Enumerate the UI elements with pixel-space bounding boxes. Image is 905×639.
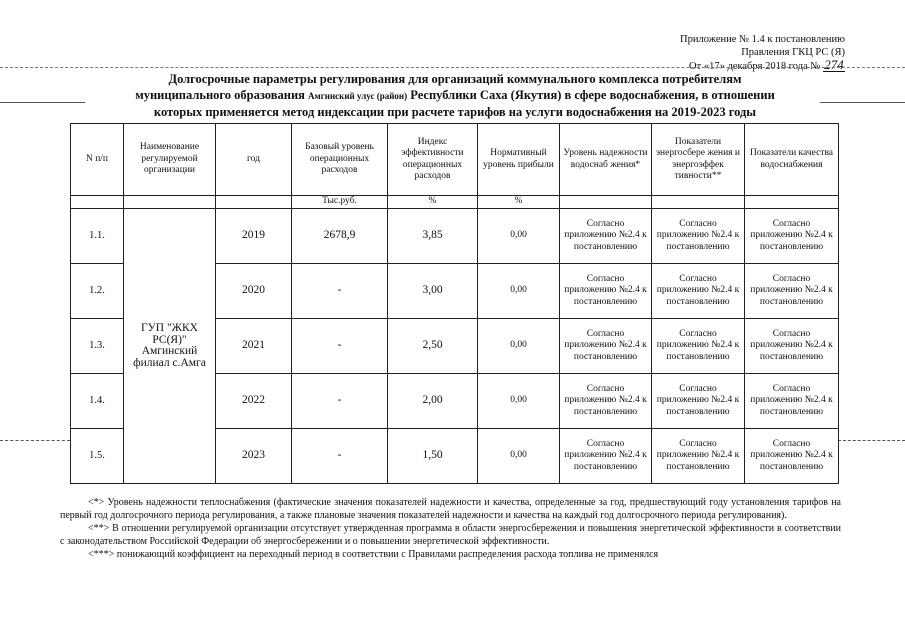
unit-empty xyxy=(560,196,652,209)
row-number: 1.3. xyxy=(71,319,124,374)
title-line-2-start: муниципального образования xyxy=(135,88,305,102)
row-profit-level: 0,00 xyxy=(478,319,560,374)
header-org: Наименование регулируемой организации xyxy=(124,124,216,196)
row-energy: Согласно приложению №2.4 к постановлению xyxy=(652,429,745,484)
row-number: 1.4. xyxy=(71,374,124,429)
approval-line-2: Правления ГКЦ РС (Я) xyxy=(741,47,845,58)
row-quality: Согласно приложению №2.4 к постановлению xyxy=(745,429,839,484)
row-year: 2023 xyxy=(216,429,292,484)
scan-line-top xyxy=(0,67,905,68)
row-year: 2022 xyxy=(216,374,292,429)
title-line-3: которых применяется метод индексации при расчете тарифов на услуги водоснабжения на 2019-2023 годы xyxy=(153,105,757,119)
row-profit-level: 0,00 xyxy=(478,429,560,484)
row-base-cost: - xyxy=(292,319,388,374)
scan-line-table-left xyxy=(0,440,70,441)
unit-empty xyxy=(124,196,216,209)
header-base: Базовый уровень операционных расходов xyxy=(292,124,388,196)
header-reliability: Уровень надежности водоснаб жения* xyxy=(560,124,652,196)
row-base-cost: - xyxy=(292,264,388,319)
table-units-row xyxy=(71,196,839,209)
approval-number: 274 xyxy=(824,57,844,72)
parameters-table xyxy=(70,123,839,484)
row-reliability: Согласно приложению №2.4 к постановлению xyxy=(560,374,652,429)
unit-empty xyxy=(745,196,839,209)
row-base-cost: - xyxy=(292,374,388,429)
unit-index: % xyxy=(388,196,478,209)
header-year: год xyxy=(216,124,292,196)
unit-empty xyxy=(216,196,292,209)
title-line-1: Долгосрочные параметры регулирования для организаций коммунального комплекса потребителям xyxy=(168,72,742,86)
row-efficiency-index: 2,50 xyxy=(388,319,478,374)
row-reliability: Согласно приложению №2.4 к постановлению xyxy=(560,209,652,264)
footnote-reliability: <*> Уровень надежности теплоснабжения (фактические значения показателей надежности и качества, определенные за год, предшествующий году установления тарифов на первый год долгосрочного периода регулирования, а также плановые значения показателей надежности и качества на каждый год долгосрочного периода регулирования). xyxy=(60,497,841,521)
row-profit-level: 0,00 xyxy=(478,264,560,319)
row-quality: Согласно приложению №2.4 к постановлению xyxy=(745,209,839,264)
header-profit: Нормативный уровень прибыли xyxy=(478,124,560,196)
header-quality: Показатели качества водоснабжения xyxy=(745,124,839,196)
row-efficiency-index: 3,85 xyxy=(388,209,478,264)
footnotes xyxy=(60,496,841,561)
row-quality: Согласно приложению №2.4 к постановлению xyxy=(745,264,839,319)
header-num: N п/п xyxy=(71,124,124,196)
scan-line-table-right xyxy=(838,440,905,441)
row-number: 1.2. xyxy=(71,264,124,319)
title-municipality: Амгинский улус (район) xyxy=(308,91,408,101)
row-profit-level: 0,00 xyxy=(478,374,560,429)
footnote-energy: <**> В отношении регулируемой организации отсутствует утвержденная программа в области энергосбережения и повышения энергетической эффективности в соответствии с законодательством Российской Федерации об энергосбережении и о повышении энергетической эффективности. xyxy=(60,523,841,547)
row-efficiency-index: 1,50 xyxy=(388,429,478,484)
row-reliability: Согласно приложению №2.4 к постановлению xyxy=(560,319,652,374)
row-quality: Согласно приложению №2.4 к постановлению xyxy=(745,374,839,429)
row-number: 1.5. xyxy=(71,429,124,484)
document-title xyxy=(60,71,850,120)
table-header-row xyxy=(71,124,839,196)
unit-base: Тыс.руб. xyxy=(292,196,388,209)
row-reliability: Согласно приложению №2.4 к постановлению xyxy=(560,429,652,484)
approval-line-1: Приложение № 1.4 к постановлению xyxy=(680,34,845,45)
row-year: 2020 xyxy=(216,264,292,319)
table-row xyxy=(71,209,839,264)
row-energy: Согласно приложению №2.4 к постановлению xyxy=(652,319,745,374)
unit-empty xyxy=(71,196,124,209)
organization-name: ГУП "ЖКХ РС(Я)" Амгинский филиал с.Амга xyxy=(124,209,216,484)
row-energy: Согласно приложению №2.4 к постановлению xyxy=(652,374,745,429)
row-efficiency-index: 3,00 xyxy=(388,264,478,319)
approval-date: От «17» декабря 2018 года № xyxy=(689,61,821,72)
footnote-coefficient: <***> понижающий коэффициент на переходный период в соответствии с Правилами распределения расхода топлива не применялся xyxy=(88,549,659,560)
row-number: 1.1. xyxy=(71,209,124,264)
row-base-cost: - xyxy=(292,429,388,484)
title-line-2-end: Республики Саха (Якутия) в сфере водоснабжения, в отношении xyxy=(410,88,775,102)
row-base-cost: 2678,9 xyxy=(292,209,388,264)
row-energy: Согласно приложению №2.4 к постановлению xyxy=(652,209,745,264)
row-quality: Согласно приложению №2.4 к постановлению xyxy=(745,319,839,374)
unit-empty xyxy=(652,196,745,209)
row-reliability: Согласно приложению №2.4 к постановлению xyxy=(560,264,652,319)
row-year: 2021 xyxy=(216,319,292,374)
row-energy: Согласно приложению №2.4 к постановлению xyxy=(652,264,745,319)
title-line-2 xyxy=(60,87,850,104)
row-year: 2019 xyxy=(216,209,292,264)
row-profit-level: 0,00 xyxy=(478,209,560,264)
header-energy: Показатели энергосбере жения и энергоэффек тивности** xyxy=(652,124,745,196)
header-index: Индекс эффективности операционных расходов xyxy=(388,124,478,196)
unit-profit: % xyxy=(478,196,560,209)
row-efficiency-index: 2,00 xyxy=(388,374,478,429)
